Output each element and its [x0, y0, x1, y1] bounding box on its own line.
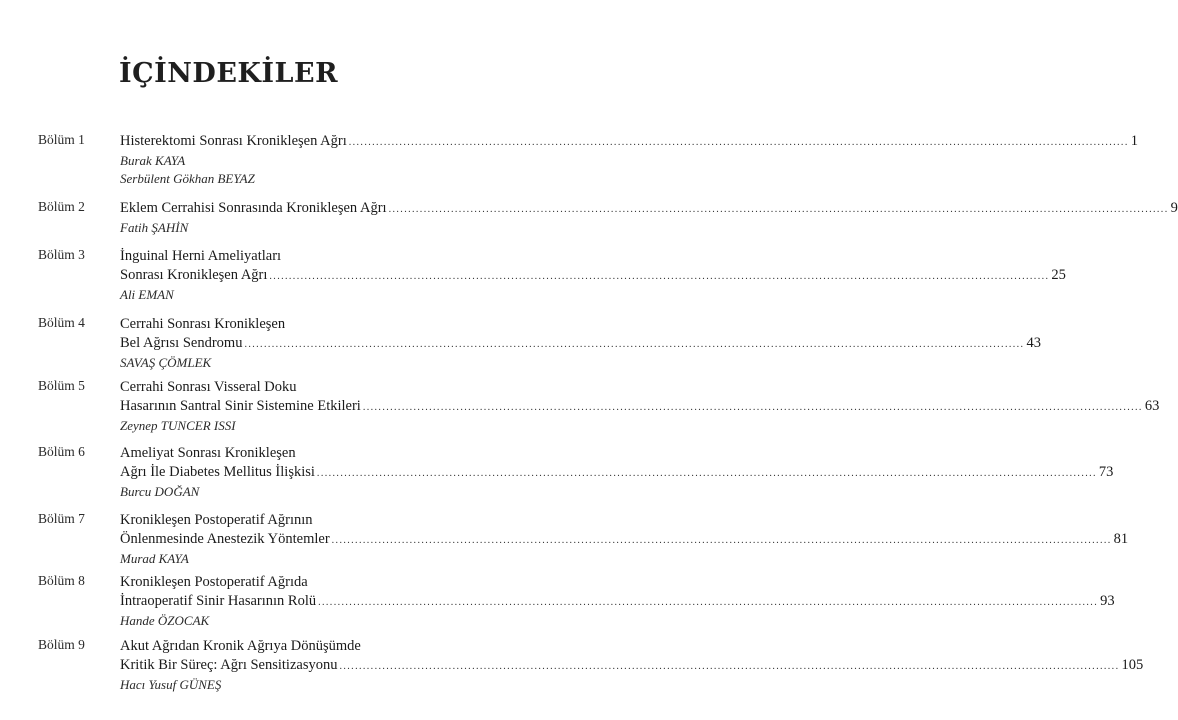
- chapter-body: [120, 444, 1114, 501]
- chapter-number: Bölüm 3: [38, 247, 85, 262]
- chapter-title-text: Cerrahi Sonrası Visseral Doku: [120, 379, 297, 395]
- chapter-body: [120, 247, 1066, 304]
- chapter-author: Hande ÖZOCAK: [120, 613, 210, 628]
- chapter-body: [120, 573, 1115, 630]
- chapter-title-line: [120, 247, 430, 266]
- chapter-author: Burak KAYA: [120, 153, 186, 168]
- chapter-title-text: Eklem Cerrahisi Sonrasında Kronikleşen Ağrı: [120, 200, 387, 216]
- chapter-title-text: Sonrası Kronikleşen Ağrı: [120, 267, 268, 283]
- chapter-author: Ali EMAN: [120, 287, 174, 302]
- chapter-author: Murad KAYA: [120, 551, 189, 566]
- chapter-title-line: [120, 266, 1066, 286]
- chapter-body: [120, 315, 1041, 372]
- chapter-title-text: Önlenmesinde Anestezik Yöntemler: [120, 531, 330, 547]
- dot-leader: ........................................................................................................................................................................................................: [244, 339, 1025, 350]
- chapter-title-line: [120, 637, 430, 656]
- chapter-title-line: [120, 573, 430, 592]
- chapter-author: Fatih ŞAHİN: [120, 220, 189, 235]
- chapter-title-text: Ağrı İle Diabetes Mellitus İlişkisi: [120, 464, 315, 480]
- chapter-title-line: [120, 463, 1114, 483]
- page-number: 43: [1026, 335, 1041, 351]
- chapter-title-text: Kronikleşen Postoperatif Ağrının: [120, 512, 313, 528]
- page-title: İÇİNDEKİLER: [118, 58, 339, 89]
- chapter-author: Burcu DOĞAN: [120, 484, 200, 499]
- dot-leader: ........................................................................................................................................................................................................: [316, 468, 1097, 479]
- chapter-number: Bölüm 6: [38, 444, 85, 459]
- page-number: 1: [1130, 133, 1138, 149]
- chapter-number: Bölüm 1: [38, 132, 85, 147]
- chapter-number: Bölüm 5: [38, 378, 85, 393]
- chapter-author: SAVAŞ ÇÖMLEK: [120, 355, 212, 370]
- chapter-number: Bölüm 2: [38, 199, 85, 214]
- page-number: 25: [1051, 267, 1066, 283]
- chapter-title-text: Akut Ağrıdan Kronik Ağrıya Dönüşümde: [120, 638, 361, 654]
- chapter-title-text: Bel Ağrısı Sendromu: [120, 335, 243, 351]
- dot-leader: ........................................................................................................................................................................................................: [339, 661, 1120, 672]
- chapter-title-text: İnguinal Herni Ameliyatları: [120, 248, 282, 264]
- chapter-number: Bölüm 7: [38, 511, 85, 526]
- dot-leader: ........................................................................................................................................................................................................: [348, 137, 1129, 148]
- page-number: 9: [1170, 200, 1178, 216]
- chapter-title-text: Histerektomi Sonrası Kronikleşen Ağrı: [120, 133, 347, 149]
- page-number: 93: [1100, 593, 1115, 609]
- chapter-number: Bölüm 9: [38, 637, 85, 652]
- chapter-title-text: Ameliyat Sonrası Kronikleşen: [120, 445, 296, 461]
- chapter-title-text: Hasarının Santral Sinir Sistemine Etkileri: [120, 398, 361, 414]
- chapter-title-text: Cerrahi Sonrası Kronikleşen: [120, 316, 286, 332]
- chapter-title-text: Kronikleşen Postoperatif Ağrıda: [120, 574, 308, 590]
- chapter-body: [120, 637, 1144, 694]
- chapter-body: [120, 511, 1129, 568]
- chapter-number: Bölüm 8: [38, 573, 85, 588]
- dot-leader: ........................................................................................................................................................................................................: [362, 402, 1143, 413]
- chapter-title-line: [120, 132, 1138, 152]
- chapter-title-line: [120, 592, 1115, 612]
- chapter-number: Bölüm 4: [38, 315, 85, 330]
- dot-leader: ........................................................................................................................................................................................................: [318, 597, 1099, 608]
- chapter-title-line: [120, 315, 430, 334]
- page-number: 73: [1098, 464, 1114, 480]
- dot-leader: ........................................................................................................................................................................................................: [269, 271, 1050, 282]
- chapter-title-line: [120, 378, 430, 397]
- chapter-body: [120, 199, 1178, 237]
- chapter-author: Zeynep TUNCER ISSI: [120, 418, 236, 433]
- chapter-author: Hacı Yusuf GÜNEŞ: [120, 677, 222, 692]
- chapter-title-line: [120, 656, 1144, 676]
- dot-leader: ........................................................................................................................................................................................................: [331, 535, 1112, 546]
- dot-leader: ........................................................................................................................................................................................................: [388, 204, 1169, 215]
- chapter-title-line: [120, 397, 1160, 417]
- chapter-title-line: [120, 444, 430, 463]
- chapter-title-line: [120, 334, 1041, 354]
- chapter-title-text: Kritik Bir Süreç: Ağrı Sensitizasyonu: [120, 657, 338, 673]
- chapter-title-line: [120, 199, 1178, 219]
- page-number: 105: [1121, 657, 1144, 673]
- chapter-body: [120, 378, 1160, 435]
- page-number: 63: [1144, 398, 1160, 414]
- chapter-title-text: İntraoperatif Sinir Hasarının Rolü: [120, 593, 317, 609]
- chapter-title-line: [120, 530, 1129, 550]
- chapter-author: Serbülent Gökhan BEYAZ: [120, 171, 255, 186]
- page-number: 81: [1113, 531, 1129, 547]
- chapter-body: [120, 132, 1138, 188]
- chapter-title-line: [120, 511, 430, 530]
